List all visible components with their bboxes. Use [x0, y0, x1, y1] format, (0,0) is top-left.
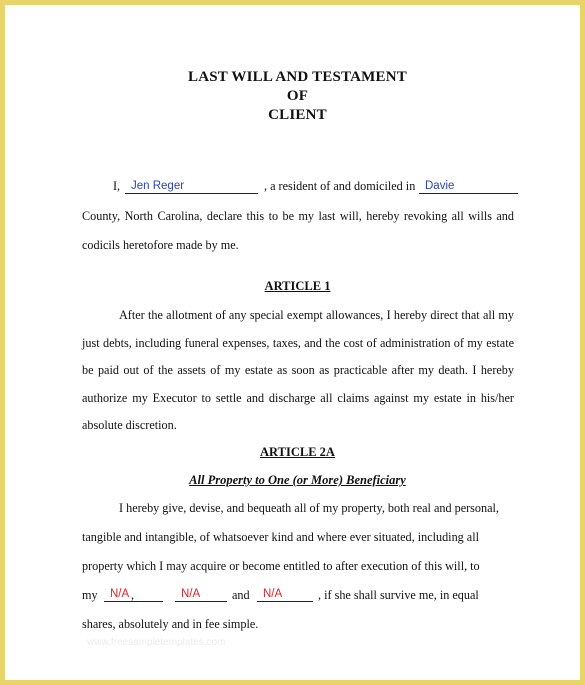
article-2a-subheading: All Property to One (or More) Beneficiary: [189, 473, 406, 487]
intro-line-3: codicils heretofore made by me.: [82, 238, 239, 252]
beneficiary-3-field[interactable]: N/A: [257, 587, 313, 602]
document-title: LAST WILL AND TESTAMENT: [188, 69, 407, 85]
article-1-line: After the allotment of any special exempt allowances, I hereby direct that all my: [119, 308, 514, 322]
article-2a-heading: ARTICLE 2A: [260, 445, 335, 459]
article-2a-line-1: I hereby give, devise, and bequeath all of my property, both real and personal,: [119, 501, 499, 515]
article-2a-line-3: property which I may acquire or become entitled to after execution of this will, to: [82, 559, 480, 573]
article-1-line: authorize my Executor to settle and discharge all claims against my estate in his/her: [82, 391, 514, 405]
article-1-line: be paid out of the assets of my estate as soon as practicable after my death. I hereby: [82, 363, 514, 377]
article-2a-survive-text: , if she shall survive me, in equal: [318, 588, 479, 602]
article-1-heading: ARTICLE 1: [264, 279, 331, 293]
intro-prefix: I,: [113, 179, 121, 193]
article-1-line: absolute discretion.: [82, 418, 177, 432]
article-2a-my: my: [82, 588, 98, 602]
article-2a-line-2: tangible and intangible, of whatsoever kind and where ever situated, including all: [82, 530, 479, 544]
testator-name-field[interactable]: Jen Reger: [125, 179, 258, 194]
article-2a-and: and: [232, 588, 250, 602]
article-1-line: just debts, including funeral expenses, taxes, and the cost of administration of my estate: [82, 336, 514, 350]
article-2a-line-5: shares, absolutely and in fee simple.: [82, 617, 259, 631]
document-title-client: CLIENT: [268, 107, 327, 123]
beneficiary-2-field[interactable]: N/A: [175, 587, 227, 602]
intro-residence-text: , a resident of and domiciled in: [264, 179, 416, 193]
document-title-of: OF: [286, 88, 309, 104]
intro-line-2: County, North Carolina, declare this to be my last will, hereby revoking all wills and: [82, 209, 514, 223]
article-2a-comma: ,: [131, 588, 135, 602]
beneficiary-1-field[interactable]: N/A: [104, 587, 163, 602]
county-field[interactable]: Davie: [419, 179, 518, 194]
watermark: www.freesampletemplates.com: [87, 637, 226, 648]
